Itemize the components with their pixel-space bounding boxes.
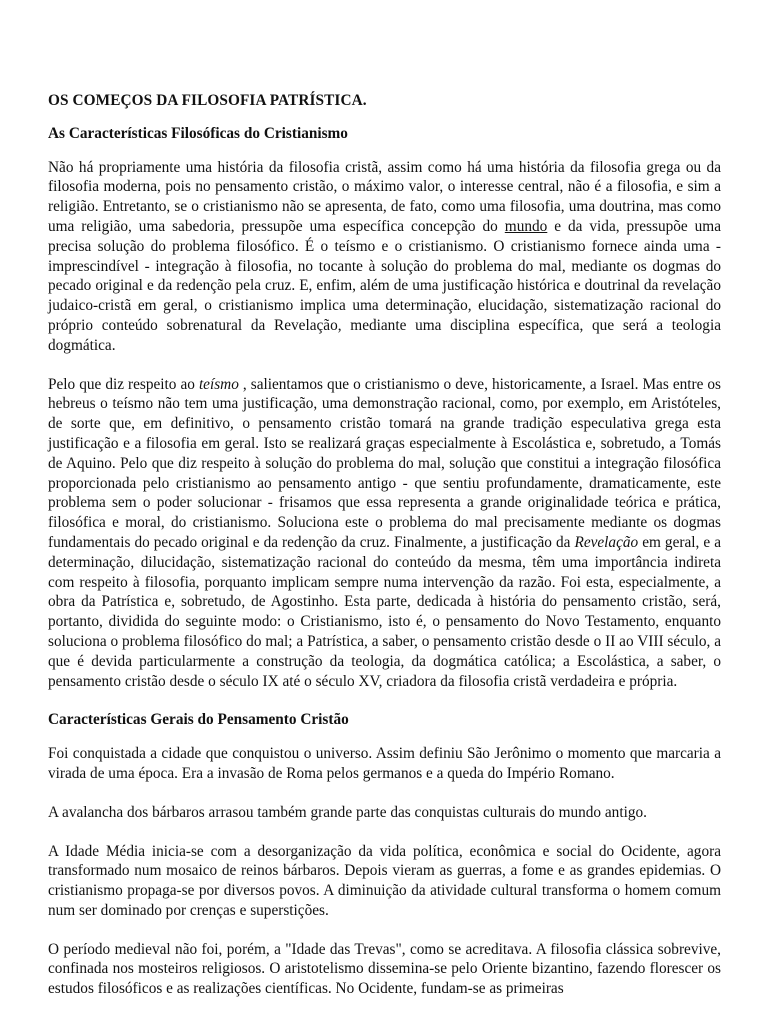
italic-teismo: teísmo [198,375,239,393]
section-heading-general: Características Gerais do Pensamento Cristão [48,711,349,729]
document-title: OS COMEÇOS DA FILOSOFIA PATRÍSTICA. [48,92,367,109]
section-heading-characteristics: As Características Filosóficas do Cristianismo [48,124,348,142]
italic-revelacao: Revelação [574,533,639,551]
paragraph-2-text-a: Pelo que diz respeito ao [48,375,199,393]
paragraph-2-text-b: , salientamos que o cristianismo o deve, historicamente, a Israel. Mas entre os hebreus o teísmo não tem uma justificação, uma demonstração racional, como, por exemplo, em Aristóteles, de sorte que, em definitivo, o pensamento cristão tomará na grande tradição especulativa grega esta justificação e a filosofia em geral. Isto se realizará graças especialmente à Escolástica e, sobretudo, a Tomás de Aquino. Pelo que diz respeito à solução do problema do mal, solução que constitui a integração filosófica proporcionada pelo cristianismo ao pensamento antigo - que sentiu profundamente, dramaticamente, este problema sem o poder solucionar - frisamos que essa representa a grande originalidade teórica e prática, filosófica e moral, do cristianismo. Soluciona este o problema do mal precisamente mediante os dogmas fundamentais do pecado original e da redenção da cruz. Finalmente, a justificação da [48,375,722,551]
paragraph-4: A avalancha dos bárbaros arrasou também grande parte das conquistas culturais do mundo antigo. [48,803,647,821]
paragraph-2 [48,375,721,692]
document-page [48,91,721,1018]
link-mundo[interactable]: mundo [504,217,548,235]
paragraph-1-text-a: Não há propriamente uma história da filosofia cristã, assim como há uma história da filosofia grega ou da filosofia moderna, pois no pensamento cristão, o máximo valor, o interesse central, não é a filosofia, e sim a religião. Entretanto, se o cristianismo não se apresenta, de fato, como uma filosofia, uma doutrina, mas como uma religião, uma sabedoria, pressupõe uma específica concepção do [48,158,721,235]
paragraph-3: Foi conquistada a cidade que conquistou o universo. Assim definiu São Jerônimo o momento que marcaria a virada de uma época. Era a invasão de Roma pelos germanos e a queda do Império Romano. [48,745,721,782]
paragraph-6: O período medieval não foi, porém, a "Idade das Trevas", como se acreditava. A filosofia clássica sobrevive, confinada nos mosteiros religiosos. O aristotelismo dissemina-se pelo Oriente bizantino, fazendo florescer os estudos filosóficos e as realizações científicas. No Ocidente, fundam-se as primeiras [48,940,721,998]
paragraph-1 [48,158,721,356]
paragraph-2-text-c: em geral, e a determinação, dilucidação, sistematização racional do conteúdo da mesma, têm uma importância indireta com respeito à filosofia, porquanto implicam sempre numa intervenção da razão. Foi esta, especialmente, a obra da Patrística e, sobretudo, de Agostinho. Esta parte, dedicada à história do pensamento cristão, será, portanto, dividida do seguinte modo: o Cristianismo, isto é, o pensamento do Novo Testamento, enquanto soluciona o problema filosófico do mal; a Patrística, a saber, o pensamento cristão desde o II ao VIII século, a que é devida particularmente a construção da teologia, da dogmática católica; a Escolástica, a saber, o pensamento cristão desde o século IX até o século XV, criadora da filosofia cristã verdadeira e própria. [48,533,721,690]
paragraph-5: A Idade Média inicia-se com a desorganização da vida política, econômica e social do Ocidente, agora transformado num mosaico de reinos bárbaros. Depois vieram as guerras, a fome e as grandes epidemias. O cristianismo propaga-se por diversos povos. A diminuição da atividade cultural transforma o homem comum num ser dominado por crenças e superstições. [48,842,721,919]
paragraph-1-text-b: e da vida, pressupõe uma precisa solução do problema filosófico. É o teísmo e o cristianismo. O cristianismo fornece ainda uma - imprescindível - integração à filosofia, no tocante à solução do problema do mal, mediante os dogmas do pecado original e da redenção pela cruz. E, enfim, além de uma justificação histórica e doutrinal da revelação judaico-cristã em geral, o cristianismo implica uma determinação, elucidação, sistematização racional do próprio conteúdo sobrenatural da Revelação, mediante uma disciplina específica, que será a teologia dogmática. [48,217,721,354]
